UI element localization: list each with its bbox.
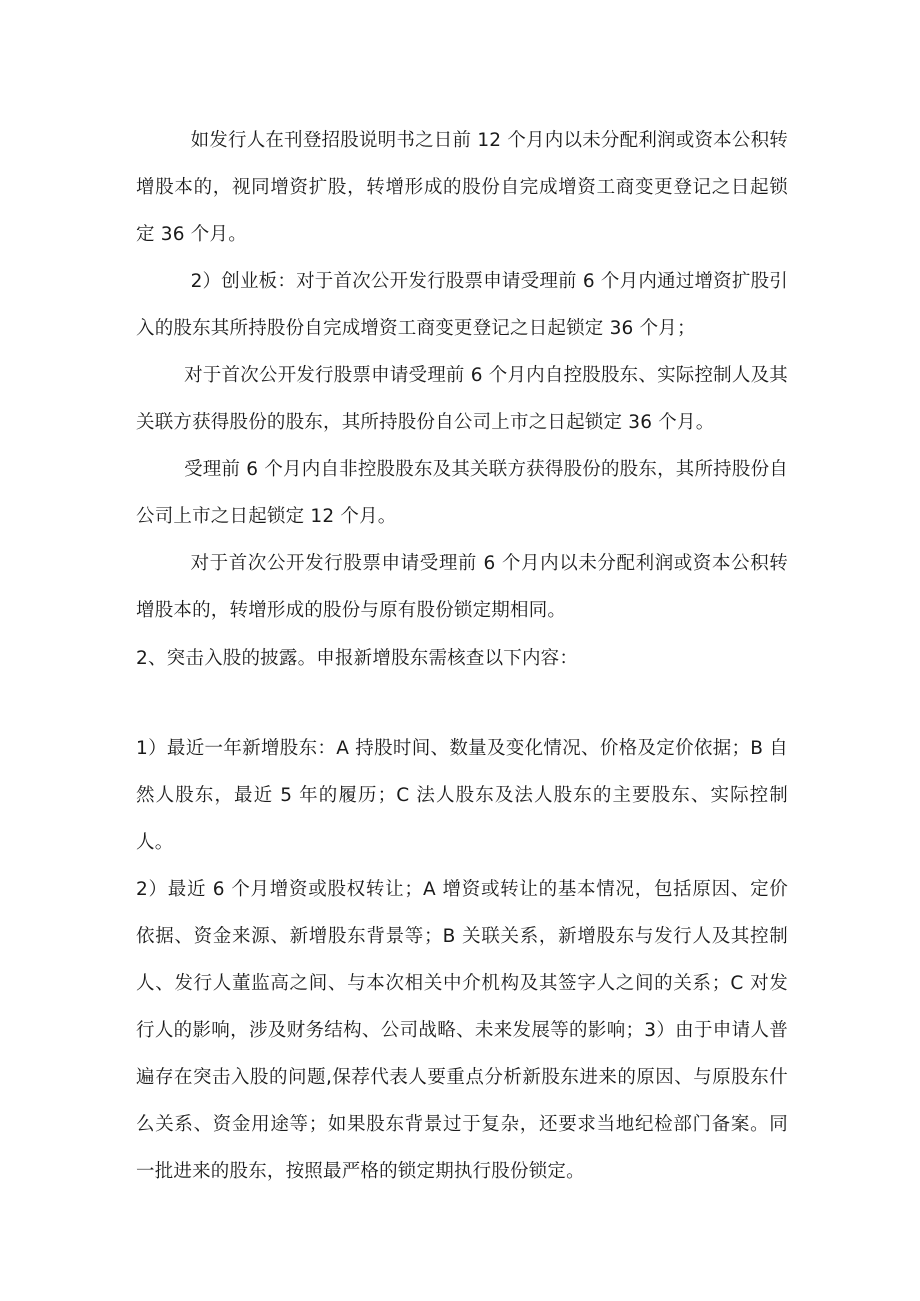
paragraph-same-lockup-period: 对于首次公开发行股票申请受理前 6 个月内以未分配利润或资本公积转增股本的，转增形成的股份与原有股份锁定期相同。 — [136, 553, 788, 621]
paragraph-non-controlling-lockup: 受理前 6 个月内自非控股股东及其关联方获得股份的股东，其所持股份自公司上市之日起锁定 12 个月。 — [136, 459, 788, 527]
section-heading-sudden-shareholding: 2、突击入股的披露。申报新增股东需核查以下内容： — [136, 648, 579, 669]
paragraph-chinext-capital-increase: 2）创业板：对于首次公开发行股票申请受理前 6 个月内通过增资扩股引入的股东其所持股份自完成增资工商变更登记之日起锁定 36 个月； — [136, 271, 788, 339]
paragraph-new-shareholders-last-year: 1）最近一年新增股东：A 持股时间、数量及变化情况、价格及定价依据；B 自然人股东，最近 5 年的履历；C 法人股东及法人股东的主要股东、实际控制人。 — [136, 738, 788, 853]
paragraph-recent-capital-increase: 2）最近 6 个月增资或股权转让；A 增资或转让的基本情况，包括原因、定价依据、资金来源、新增股东背景等；B 关联关系，新增股东与发行人及其控制人、发行人董监高之间、与本次相关中介机构及其签字人之间的关系；C 对发行人的影响，涉及财务结构、公司战略、未来发展等的影响；3）由于申请人普遍存在突击入股的问题,保荐代表人要重点分析新股东进来的原因、与原股东什么关系、资金用途等；如果股东背景过于复杂，还要求当地纪检部门备案。同一批进来的股东，按照最严格的锁定期执行股份锁定。 — [136, 879, 788, 1182]
paragraph-capital-reserve-lockup: 如发行人在刊登招股说明书之日前 12 个月内以未分配利润或资本公积转增股本的，视同增资扩股，转增形成的股份自完成增资工商变更登记之日起锁定 36 个月。 — [136, 130, 788, 245]
paragraph-controlling-shareholder-lockup: 对于首次公开发行股票申请受理前 6 个月内自控股股东、实际控制人及其关联方获得股份的股东，其所持股份自公司上市之日起锁定 36 个月。 — [136, 365, 788, 433]
